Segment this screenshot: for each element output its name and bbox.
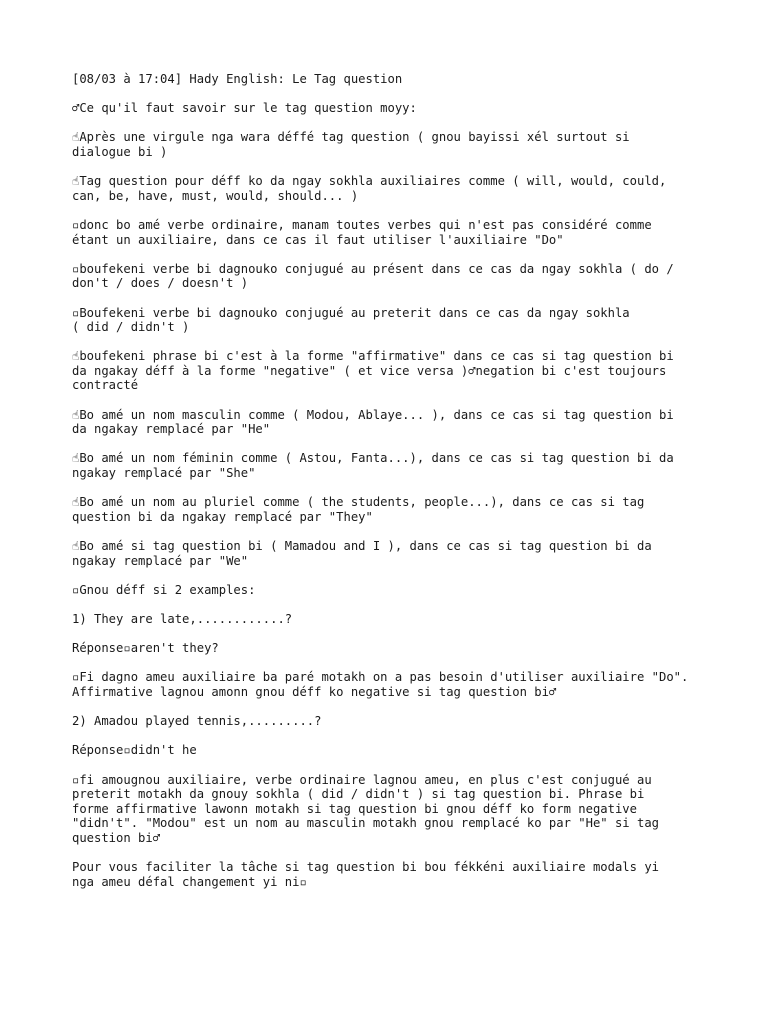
example-question: 2) Amadou played tennis,.........? bbox=[72, 714, 322, 729]
paragraph: ▫donc bo amé verbe ordinaire, manam toutes verbes qui n'est pas considéré comme étant un auxiliaire, dans ce cas il faut utiliser l'auxiliaire "Do" bbox=[72, 217, 652, 247]
paragraph: ▫Boufekeni verbe bi dagnouko conjugué au preterit dans ce cas da ngay sokhla ( did / didn't ) bbox=[72, 305, 630, 335]
paragraph: ☝Après une virgule nga wara déffé tag question ( gnou bayissi xél surtout si dialogue bi ) bbox=[72, 130, 630, 159]
rule-paragraph: ☝Bo amé un nom au pluriel comme ( the students, people...), dans ce cas si tag question bi da ngakay remplacé par "They" bbox=[72, 495, 645, 524]
intro-line: ♂Ce qu'il faut savoir sur le tag question moyy: bbox=[72, 101, 417, 116]
example-explanation: ▫Fi dagno ameu auxiliaire ba paré motakh on a pas besoin d'utiliser auxiliaire "Do". Affirmative lagnou amonn gnou déff ko negative si tag question bi♂ bbox=[72, 670, 689, 699]
document-page bbox=[72, 72, 712, 904]
examples-intro: ▫Gnou déff si 2 examples: bbox=[72, 582, 256, 597]
closing-paragraph: Pour vous faciliter la tâche si tag question bi bou fékkéni auxiliaire modals yi nga ameu défal changement yi ni▫ bbox=[72, 860, 659, 889]
example-answer: Réponse▫didn't he bbox=[72, 743, 197, 758]
paragraph: ▫boufekeni verbe bi dagnouko conjugué au présent dans ce cas da ngay sokhla ( do / don't / does / doesn't ) bbox=[72, 261, 674, 291]
rule-paragraph: ☝Bo amé si tag question bi ( Mamadou and I ), dans ce cas si tag question bi da ngakay remplacé par "We" bbox=[72, 539, 652, 568]
paragraph: ☝Tag question pour déff ko da ngay sokhla auxiliaires comme ( will, would, could, can, be, have, must, would, should... ) bbox=[72, 174, 667, 203]
example-question: 1) They are late,............? bbox=[72, 611, 293, 626]
rule-paragraph: ☝boufekeni phrase bi c'est à la forme "affirmative" dans ce cas si tag question bi da ngakay déff à la forme "negative" ( et vice versa )♂negation bi c'est toujours contracté bbox=[72, 349, 674, 393]
example-answer: Réponse▫aren't they? bbox=[72, 641, 219, 656]
message-header: [08/03 à 17:04] Hady English: Le Tag question bbox=[72, 72, 403, 86]
example-explanation: ▫fi amougnou auxiliaire, verbe ordinaire lagnou ameu, en plus c'est conjugué au preterit motakh da gnouy sokhla ( did / didn't ) si tag question bi. Phrase bi forme affirmative lawonn motakh si tag question bi gnou déff ko form negative "didn't". "Modou" est un nom au masculin motakh gnou remplacé ko par "He" si tag question bi♂ bbox=[72, 772, 659, 845]
rule-paragraph: ☝Bo amé un nom féminin comme ( Astou, Fanta...), dans ce cas si tag question bi da ngakay remplacé par "She" bbox=[72, 451, 674, 481]
rule-paragraph: ☝Bo amé un nom masculin comme ( Modou, Ablaye... ), dans ce cas si tag question bi da ngakay remplacé par "He" bbox=[72, 407, 674, 437]
